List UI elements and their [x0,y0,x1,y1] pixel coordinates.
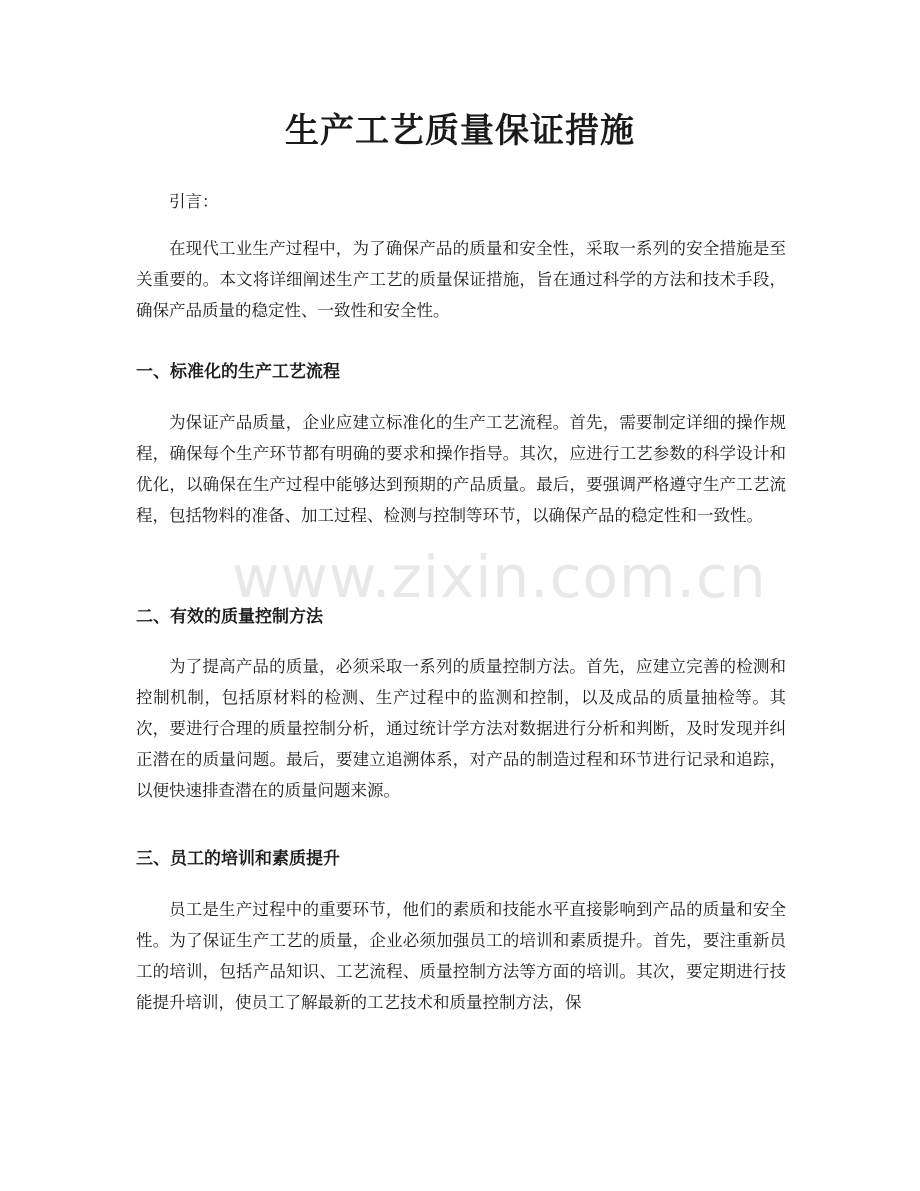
section-paragraph-2: 为了提高产品的质量，必须采取一系列的质量控制方法。首先，应建立完善的检测和控制机制，包括原材料的检测、生产过程中的监测和控制，以及成品的质量抽检等。其次，要进行合理的质量控制分析，通过统计学方法对数据进行分析和判断，及时发现并纠正潜在的质量问题。最后，要建立追溯体系，对产品的制造过程和环节进行记录和追踪，以便快速排查潜在的质量问题来源。 [136,657,786,800]
watermark-text: www.zixin.com.cn [232,543,767,611]
intro-paragraph: 在现代工业生产过程中，为了确保产品的质量和安全性，采取一系列的安全措施是至关重要的。本文将详细阐述生产工艺的质量保证措施，旨在通过科学的方法和技术手段，确保产品质量的稳定性、一致性和安全性。 [136,239,786,320]
document-title: 生产工艺质量保证措施 [285,111,635,151]
section-paragraph-1: 为保证产品质量，企业应建立标准化的生产工艺流程。首先，需要制定详细的操作规程，确保每个生产环节都有明确的要求和操作指导。其次，应进行工艺参数的科学设计和优化，以确保在生产过程中能够达到预期的产品质量。最后，要强调严格遵守生产工艺流程，包括物料的准备、加工过程、检测与控制等环节，以确保产品的稳定性和一致性。 [136,413,786,525]
section-heading-1: 一、标准化的生产工艺流程 [136,362,340,382]
section-heading-2: 二、有效的质量控制方法 [136,607,323,627]
section-paragraph-3: 员工是生产过程中的重要环节，他们的素质和技能水平直接影响到产品的质量和安全性。为了保证生产工艺的质量，企业必须加强员工的培训和素质提升。首先，要注重新员工的培训，包括产品知识、工艺流程、质量控制方法等方面的培训。其次，要定期进行技能提升培训，使员工了解最新的工艺技术和质量控制方法，保 [136,900,786,1012]
intro-label: 引言： [169,192,219,211]
section-heading-3: 三、员工的培训和素质提升 [136,849,340,869]
